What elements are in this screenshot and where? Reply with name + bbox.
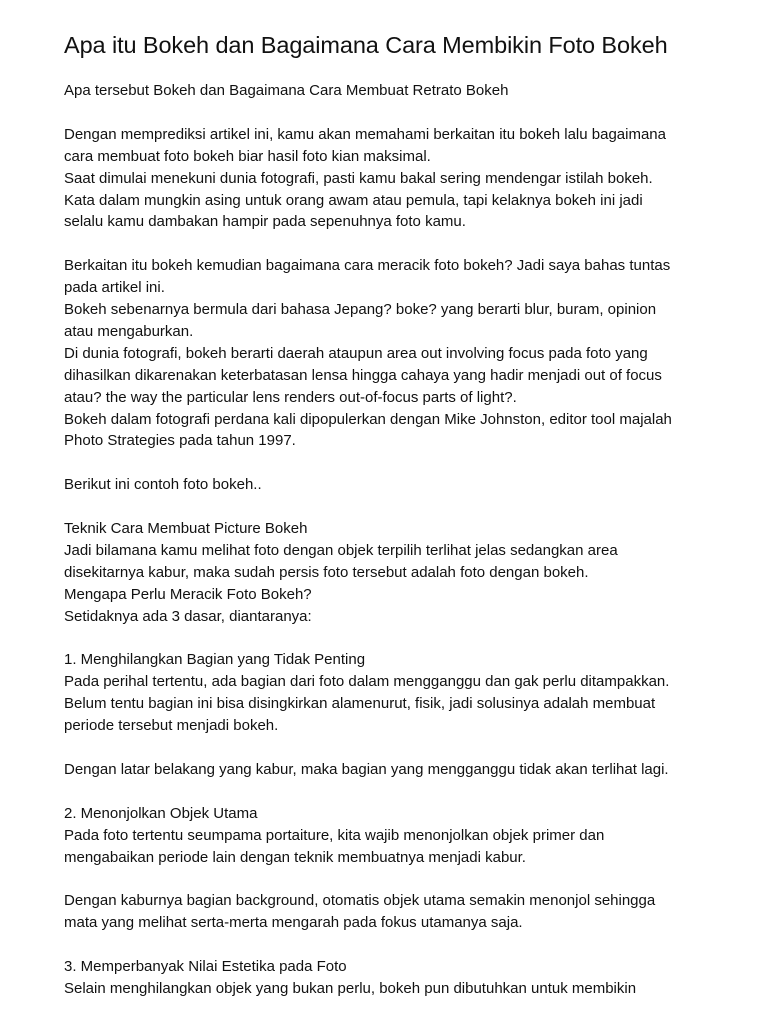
text-line: Photo Strategies pada tahun 1997. [64,432,296,450]
document-title: Apa itu Bokeh dan Bagaimana Cara Membikin Foto Bokeh [64,32,668,58]
text-line: mata yang melihat serta-merta mengarah pada fokus utamanya saja. [64,914,523,932]
text-line: atau? the way the particular lens renders out-of-focus parts of light?. [64,388,517,406]
text-line: disekitarnya kabur, maka sudah persis foto tersebut adalah foto dengan bokeh. [64,563,589,581]
text-line: pada artikel ini. [64,279,165,297]
text-line: Di dunia fotografi, bokeh berarti daerah ataupun area out involving focus pada foto yang [64,344,648,362]
blank-line [64,496,744,518]
text-line: Dengan memprediksi artikel ini, kamu akan memahami berkaitan itu bokeh lalu bagaimana [64,125,666,143]
blank-line [64,628,744,650]
text-line: Berkaitan itu bokeh kemudian bagaimana cara meracik foto bokeh? Jadi saya bahas tuntas [64,257,671,275]
text-line: Dengan latar belakang yang kabur, maka bagian yang mengganggu tidak akan terlihat lagi. [64,761,669,778]
document-body [64,80,744,1000]
text-line: Bokeh sebenarnya bermula dari bahasa Jepang? boke? yang berarti blur, buram, opinion [64,301,657,319]
text-line: cara membuat foto bokeh biar hasil foto kian maksimal. [64,147,431,165]
text-line: periode tersebut menjadi bokeh. [64,717,279,735]
text-line: Selain menghilangkan objek yang bukan perlu, bokeh pun dibutuhkan untuk membikin [64,980,637,998]
text-line: Dengan kaburnya bagian background, otomatis objek utama semakin menonjol sehingga [64,892,656,910]
text-line: 1. Menghilangkan Bagian yang Tidak Penting [64,651,366,669]
blank-line [64,781,744,803]
text-line: dihasilkan dikarenakan keterbatasan lensa hingga cahaya yang hadir menjadi out of focus [64,366,662,384]
text-line: selalu kamu dambakan hampir pada sepenuhnya foto kamu. [64,213,466,231]
text-line: Belum tentu bagian ini bisa disingkirkan alamenurut, fisik, jadi solusinya adalah membuat [64,695,656,713]
text-line: 3. Memperbanyak Nilai Estetika pada Foto [64,958,347,976]
blank-line [64,869,744,891]
text-line: Pada perihal tertentu, ada bagian dari foto dalam mengganggu dan gak perlu ditampakkan. [64,673,670,691]
blank-line [64,452,744,474]
blank-line [64,737,744,759]
text-line: Apa tersebut Bokeh dan Bagaimana Cara Membuat Retrato Bokeh [64,82,509,99]
blank-line [64,102,744,124]
text-line: mengabaikan periode lain dengan teknik membuatnya menjadi kabur. [64,848,526,866]
text-line: Setidaknya ada 3 dasar, diantaranya: [64,607,312,625]
text-line: Kata dalam mungkin asing untuk orang awam atau pemula, tapi kelaknya bokeh ini jadi [64,191,643,209]
blank-line [64,934,744,956]
text-line: Saat dimulai menekuni dunia fotografi, pasti kamu bakal sering mendengar istilah bokeh. [64,169,653,187]
text-line: Pada foto tertentu seumpama portaiture, kita wajib menonjolkan objek primer dan [64,826,605,844]
document-page [64,30,744,1000]
blank-line [64,233,744,255]
text-line: 2. Menonjolkan Objek Utama [64,804,258,822]
text-line: Berikut ini contoh foto bokeh.. [64,476,262,494]
text-line: Jadi bilamana kamu melihat foto dengan objek terpilih terlihat jelas sedangkan area [64,541,618,559]
text-line: Mengapa Perlu Meracik Foto Bokeh? [64,585,312,603]
text-line: atau mengaburkan. [64,322,194,340]
text-line: Teknik Cara Membuat Picture Bokeh [64,520,308,538]
text-line: Bokeh dalam fotografi perdana kali dipopulerkan dengan Mike Johnston, editor tool majalah [64,410,672,428]
